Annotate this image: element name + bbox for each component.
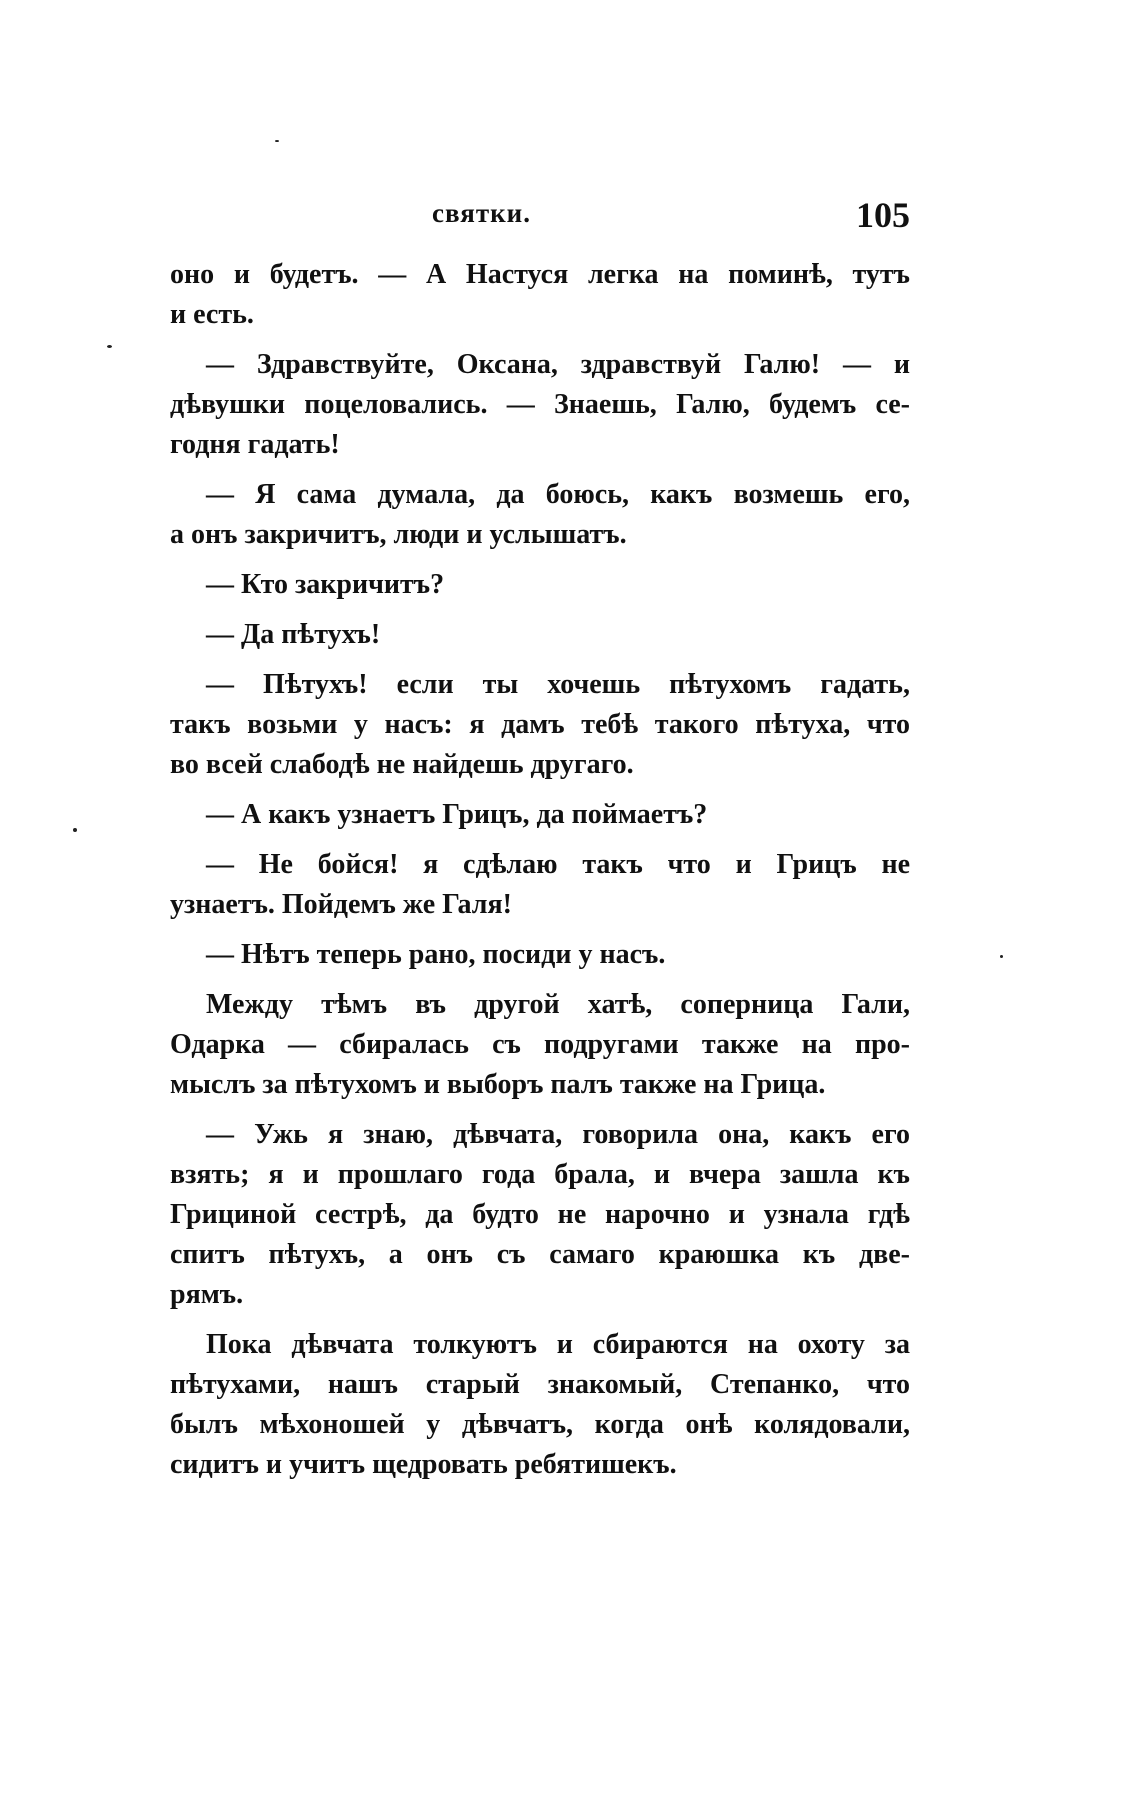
body-text <box>170 255 910 1495</box>
text-line: — Пѣтухъ! если ты хочешь пѣтухомъ гадать, <box>206 669 910 700</box>
paragraph <box>170 345 910 465</box>
text-line: — Нѣтъ теперь рано, посиди у насъ. <box>206 939 666 970</box>
text-line: — Здравствуйте, Оксана, здравствуй Галю! — и <box>206 349 910 380</box>
text-line: и есть. <box>170 299 254 330</box>
page-number: 105 <box>856 195 910 235</box>
paragraph <box>170 1115 910 1315</box>
scan-speck <box>73 828 77 832</box>
text-line: — Да пѣтухъ! <box>206 619 381 650</box>
paragraph <box>170 845 910 925</box>
text-line: Грициной сестрѣ, да будто не нарочно и узнала гдѣ <box>170 1199 910 1230</box>
text-line: — А какъ узнаетъ Грицъ, да поймаетъ? <box>206 799 708 830</box>
paragraph <box>170 985 910 1105</box>
text-line: взять; я и прошлаго года брала, и вчера зашла къ <box>170 1159 910 1190</box>
paragraph <box>170 935 910 975</box>
text-line: Одарка — сбиралась съ подругами также на про- <box>170 1029 910 1060</box>
text-line: а онъ закричитъ, люди и услышатъ. <box>170 519 627 550</box>
text-line: узнаетъ. Пойдемъ же Галя! <box>170 889 512 920</box>
text-line: во всей слабодѣ не найдешь другаго. <box>170 749 634 780</box>
text-line: былъ мѣхоношей у дѣвчатъ, когда онѣ колядовали, <box>170 1409 910 1440</box>
text-line: такъ возьми у насъ: я дамъ тебѣ такого пѣтуха, что <box>170 709 910 740</box>
paragraph <box>170 1325 910 1485</box>
text-line: сидитъ и учитъ щедровать ребятишекъ. <box>170 1449 677 1480</box>
text-line: пѣтухами, нашъ старый знакомый, Степанко, что <box>170 1369 910 1400</box>
text-line: — Я сама думала, да боюсь, какъ возмешь его, <box>206 479 910 510</box>
scan-speck <box>1000 955 1003 958</box>
page-header <box>170 195 910 238</box>
text-line: — Не бойся! я сдѣлаю такъ что и Грицъ не <box>206 849 910 880</box>
running-head: святки. <box>432 198 531 228</box>
paragraph <box>170 665 910 785</box>
text-line: — Ужь я знаю, дѣвчата, говорила она, какъ его <box>206 1119 910 1150</box>
text-line: оно и будетъ. — А Настуся легка на поминѣ, тутъ <box>170 259 910 290</box>
text-line: мыслъ за пѣтухомъ и выборъ палъ также на Грица. <box>170 1069 826 1100</box>
scan-speck <box>107 345 112 348</box>
text-line: — Кто закричитъ? <box>206 569 445 600</box>
scan-speck <box>275 140 279 142</box>
paragraph <box>170 795 910 835</box>
paragraph <box>170 255 910 335</box>
text-line: Между тѣмъ въ другой хатѣ, соперница Гали, <box>206 989 910 1020</box>
paragraph <box>170 615 910 655</box>
text-line: дѣвушки поцеловались. — Знаешь, Галю, будемъ се- <box>170 389 910 420</box>
text-line: Пока дѣвчата толкуютъ и сбираются на охоту за <box>206 1329 910 1360</box>
paragraph <box>170 475 910 555</box>
text-line: спитъ пѣтухъ, а онъ съ самаго краюшка къ две- <box>170 1239 910 1270</box>
text-line: годня гадать! <box>170 429 340 460</box>
text-line: рямъ. <box>170 1279 244 1310</box>
paragraph <box>170 565 910 605</box>
